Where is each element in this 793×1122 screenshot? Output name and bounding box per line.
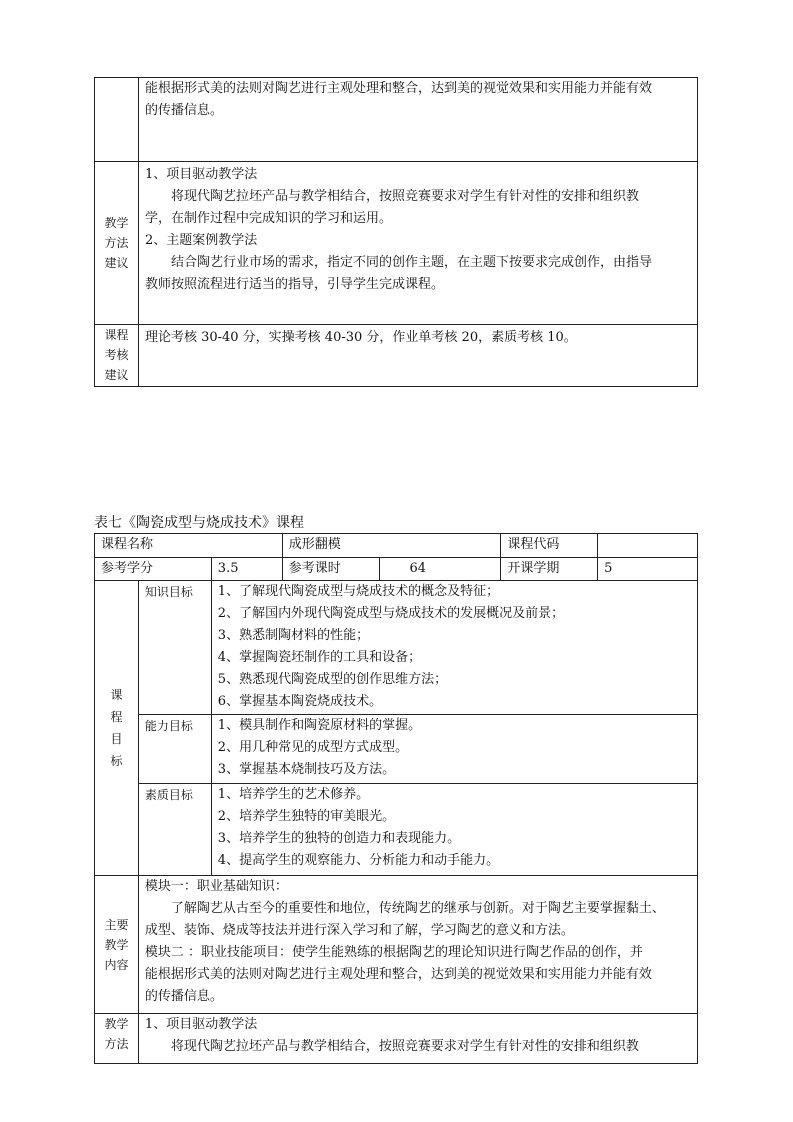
semester-label: 开课学期 — [501, 558, 598, 581]
text-line: 模块一：职业基础知识： — [144, 879, 288, 894]
list-item: 5、熟悉现代陶瓷成型的创作思维方法； — [217, 672, 448, 687]
text-line: 1、项目驱动教学法 — [144, 167, 258, 182]
row-content — [138, 78, 697, 162]
list-item: 3、掌握基本烧制技巧及方法。 — [217, 762, 396, 777]
text-line: 教师按照流程进行适当的指导，引导学生完成课程。 — [144, 277, 444, 292]
goal-label: 知识目标 — [138, 581, 211, 715]
content-row — [95, 876, 698, 1014]
hours-label: 参考课时 — [282, 558, 379, 581]
content-label: 主要 教学 内容 — [95, 876, 139, 1014]
course-name-value: 成形翻模 — [282, 534, 501, 558]
course-code-label: 课程代码 — [501, 534, 598, 558]
text-line: 结合陶艺行业市场的需求，指定不同的创作主题，在主题下按要求完成创作，由指导 — [170, 255, 652, 270]
header-row-2 — [95, 558, 698, 581]
goal-label: 能力目标 — [138, 715, 211, 784]
table-row — [95, 78, 698, 162]
semester-value: 5 — [598, 558, 698, 581]
row-label — [95, 78, 139, 162]
goal-label: 素质目标 — [138, 784, 211, 876]
row-label: 课程 考核 建议 — [95, 325, 139, 387]
knowledge-goal-row — [95, 581, 698, 715]
course-code-value — [598, 534, 698, 558]
text-line: 了解陶艺从古至今的重要性和地位，传统陶艺的继承与创新。对于陶艺主要掌握黏土、 — [170, 901, 665, 916]
row-content — [138, 325, 697, 387]
text-line: 的传播信息。 — [144, 989, 223, 1004]
list-item: 1、培养学生的艺术修养。 — [217, 787, 370, 802]
text-line: 将现代陶艺拉坯产品与教学相结合，按照竞赛要求对学生有针对性的安排和组织教 — [170, 1039, 639, 1054]
goal-items — [211, 715, 697, 784]
ability-goal-row — [95, 715, 698, 784]
list-item: 2、了解国内外现代陶瓷成型与烧成技术的发展概况及前景； — [217, 606, 565, 621]
list-item: 1、了解现代陶瓷成型与烧成技术的概念及特征； — [217, 584, 500, 599]
text-line: 能根据形式美的法则对陶艺进行主观处理和整合，达到美的视觉效果和实用能力并能有效 — [144, 81, 652, 96]
text-line: 成型、装饰、烧成等技法并进行深入学习和了解，学习陶艺的意义和方法。 — [144, 923, 574, 938]
list-item: 3、熟悉制陶材料的性能； — [217, 628, 370, 643]
row-label: 教学 方法 建议 — [95, 162, 139, 325]
goal-items — [211, 581, 697, 715]
text-line: 理论考核 30-40 分，实操考核 40-30 分，作业单考核 20，素质考核 10。 — [144, 330, 577, 345]
quality-goal-row — [95, 784, 698, 876]
goal-items — [211, 784, 697, 876]
text-line: 将现代陶艺拉坯产品与教学相结合，按照竞赛要求对学生有针对性的安排和组织教 — [170, 189, 639, 204]
text-line: 的传播信息。 — [144, 103, 223, 118]
table-caption: 表七《陶瓷成型与烧成技术》课程 — [94, 515, 304, 531]
text-line: 2、主题案例教学法 — [144, 233, 258, 248]
list-item: 4、提高学生的观察能力、分析能力和动手能力。 — [217, 853, 500, 868]
text-line: 能根据形式美的法则对陶艺进行主观处理和整合，达到美的视觉效果和实用能力并能有效 — [144, 967, 652, 982]
credit-label: 参考学分 — [95, 558, 212, 581]
list-item: 2、培养学生独特的审美眼光。 — [217, 809, 396, 824]
header-row-1 — [95, 534, 698, 558]
credit-value: 3.5 — [211, 558, 282, 581]
row-content — [138, 162, 697, 325]
method-row — [95, 1014, 698, 1064]
text-line: 学，在制作过程中完成知识的学习和运用。 — [144, 211, 392, 226]
content-text — [138, 876, 697, 1014]
method-label: 教学 方法 — [95, 1014, 139, 1064]
hours-value: 64 — [379, 558, 501, 581]
course-table — [94, 533, 698, 1064]
text-line: 1、项目驱动教学法 — [144, 1017, 258, 1032]
table-continued — [94, 77, 698, 387]
table-row — [95, 162, 698, 325]
list-item: 1、模具制作和陶瓷原材料的掌握。 — [217, 718, 422, 733]
text-line: 模块二 ：职业技能项目：使学生能熟练的根据陶艺的理论知识进行陶艺作品的创作，并 — [144, 945, 644, 960]
table-row — [95, 325, 698, 387]
list-item: 4、掌握陶瓷坯制作的工具和设备； — [217, 650, 422, 665]
list-item: 6、掌握基本陶瓷烧成技术。 — [217, 694, 383, 709]
list-item: 2、用几种常见的成型方式成型。 — [217, 740, 409, 755]
list-item: 3、培养学生的独特的创造力和表现能力。 — [217, 831, 461, 846]
method-text — [138, 1014, 697, 1064]
course-name-label: 课程名称 — [95, 534, 283, 558]
goals-label: 课 程 目 标 — [95, 581, 139, 876]
